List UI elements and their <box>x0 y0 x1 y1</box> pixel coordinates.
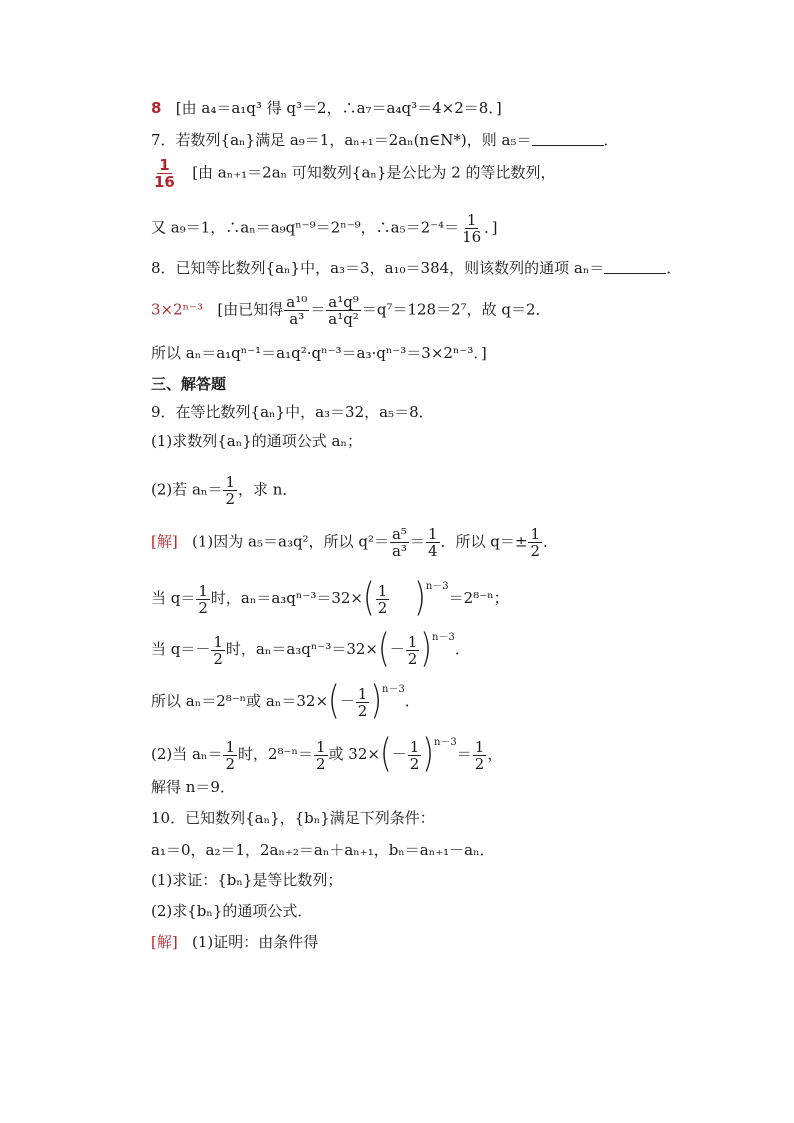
fraction-den: 2 <box>225 490 235 508</box>
solution-9-line-5 <box>151 731 503 778</box>
fraction-num: a¹⁰ <box>286 293 308 311</box>
right-paren: ) <box>420 626 432 673</box>
fraction-den: a³ <box>391 542 407 560</box>
question-7 <box>151 130 619 150</box>
question-10-part-1-text: (1)求证：{bₙ}是等比数列； <box>151 871 343 889</box>
comma: ， <box>487 745 503 763</box>
fraction <box>473 739 487 772</box>
exponent: n－3 <box>432 632 455 643</box>
answer-7-num: 1 <box>159 156 170 174</box>
fraction <box>376 583 390 616</box>
question-9 <box>151 402 434 422</box>
fraction-den: 4 <box>427 542 438 560</box>
period: ． <box>404 692 420 710</box>
question-8-text: 8．已知等比数列{aₙ}中，a₃＝3，a₁₀＝384，则该数列的通项 aₙ＝ <box>151 259 605 277</box>
left-paren: ( <box>379 731 392 778</box>
fraction-den: a¹q² <box>328 310 359 328</box>
solution-text: 时，aₙ＝a₃qⁿ⁻³＝32× <box>225 640 378 658</box>
question-9-part-2-text: (2)若 aₙ＝ <box>151 480 223 499</box>
solution-text: ．所以 q＝± <box>440 532 528 551</box>
solution-9-line-4 <box>151 678 420 725</box>
fraction-den: 2 <box>530 542 540 560</box>
fraction-den: 2 <box>225 754 235 773</box>
question-10-part-1 <box>151 870 342 890</box>
right-paren: ) <box>370 678 383 725</box>
answer-line-7 <box>151 157 556 190</box>
fraction-den: a³ <box>289 310 305 328</box>
question-9-text: 9．在等比数列{aₙ}中，a₃＝32，a₅＝8． <box>151 403 434 421</box>
fraction <box>528 526 542 559</box>
left-paren: ( <box>378 626 390 673</box>
left-paren: ( <box>328 678 340 725</box>
question-9-part-2 <box>151 474 297 507</box>
fraction-num: 1 <box>225 737 235 756</box>
question-8 <box>151 258 681 278</box>
fraction <box>408 739 422 772</box>
answer-8-line-2-text: 所以 aₙ＝a₁qⁿ⁻¹＝a₁q²·qⁿ⁻³＝a₃·qⁿ⁻³＝3×2ⁿ⁻³．] <box>151 344 487 362</box>
exponent: n－3 <box>433 737 457 748</box>
answer-8-text-2: ＝q⁷＝128＝2⁷，故 q＝2． <box>361 300 551 319</box>
minus-sign: － <box>391 745 407 763</box>
fraction <box>223 739 237 772</box>
solution-text: 解得 n＝9． <box>151 778 235 796</box>
fraction-num: 1 <box>377 581 388 600</box>
question-10-part-2-text: (2)求{bₙ}的通项公式． <box>151 902 313 920</box>
answer-8-fraction-2 <box>326 294 361 327</box>
answer-8-fraction-1 <box>284 294 309 327</box>
fraction-den: 16 <box>462 228 482 246</box>
fraction-num: a¹q⁹ <box>328 293 359 311</box>
period: ． <box>454 640 470 658</box>
fraction-num: a⁵ <box>391 525 407 543</box>
right-paren: ) <box>422 731 434 778</box>
minus-sign: － <box>339 692 355 710</box>
solution-10-line-1 <box>151 932 318 952</box>
fraction <box>406 634 420 667</box>
answer-blank-7 <box>532 131 604 146</box>
question-10-text: 10．已知数列{aₙ}，{bₙ}满足下列条件： <box>151 809 435 827</box>
question-8-end: ． <box>666 259 682 277</box>
solution-text: 当 q＝ <box>151 589 196 607</box>
exponent: n－3 <box>382 684 405 695</box>
solution-text: (2)当 aₙ＝ <box>151 745 223 763</box>
right-paren: ) <box>414 575 426 622</box>
question-9-fraction <box>223 474 237 507</box>
section-heading <box>151 374 226 394</box>
equals: ＝ <box>310 300 326 319</box>
fraction-den: 2 <box>377 598 388 617</box>
fraction-den: 2 <box>474 754 485 773</box>
solution-9-line-2 <box>151 575 509 622</box>
exponent: n－3 <box>425 581 449 592</box>
left-paren: ( <box>363 575 375 622</box>
solution-tag: [解] <box>151 933 178 951</box>
solution-text: (1)证明：由条件得 <box>192 933 319 951</box>
fraction-den: 2 <box>357 701 368 720</box>
fraction-num: 1 <box>409 737 420 756</box>
answer-line-8 <box>151 294 551 327</box>
question-10-conditions-text: a₁＝0，a₂＝1，2aₙ₊₂＝aₙ＋aₙ₊₁，bₙ＝aₙ₊₁－aₙ． <box>151 841 495 859</box>
answer-7-explanation: [由 aₙ₊₁＝2aₙ 可知数列{aₙ}是公比为 2 的等比数列， <box>192 163 556 182</box>
answer-8-text: [由已知得 <box>217 300 284 319</box>
solution-9-line-6 <box>151 777 235 797</box>
answer-8: 3×2ⁿ⁻³ <box>151 300 204 319</box>
fraction <box>211 634 225 667</box>
fraction <box>356 686 370 719</box>
fraction-num: 1 <box>407 632 418 651</box>
question-10-conditions <box>151 840 495 860</box>
solution-9-line-3 <box>151 626 470 673</box>
solution-tag: [解] <box>151 532 178 551</box>
answer-blank-8 <box>604 259 666 274</box>
answer-6-explanation: [由 a₄＝a₁q³ 得 q³＝2，∴a₇＝a₄q³＝4×2＝8．] <box>175 99 502 117</box>
question-10 <box>151 808 435 828</box>
fraction-num: 1 <box>198 581 208 600</box>
answer-7-line-2-fraction <box>460 212 483 245</box>
period: ． <box>543 532 559 551</box>
question-7-text: 7．若数列{aₙ}满足 a₉＝1，aₙ₊₁＝2aₙ(n∈N*)，则 a₅＝ <box>151 131 532 149</box>
fraction <box>390 526 409 559</box>
solution-text: ＝2⁸⁻ⁿ； <box>448 589 509 607</box>
fraction-den: 2 <box>213 649 223 668</box>
equals: ＝ <box>456 745 472 763</box>
question-7-end: ． <box>603 131 619 149</box>
minus-sign: － <box>389 640 405 658</box>
answer-line-6 <box>151 98 502 118</box>
solution-text: 当 q＝－ <box>151 640 211 658</box>
fraction-den: 2 <box>198 598 208 617</box>
answer-7-fraction <box>152 157 177 190</box>
fraction <box>196 583 210 616</box>
solution-text: 时，2⁸⁻ⁿ＝ <box>238 745 313 763</box>
fraction-num: 1 <box>474 737 485 756</box>
solution-text: 时，aₙ＝a₃qⁿ⁻³＝32× <box>210 589 363 607</box>
equals: ＝ <box>409 532 425 551</box>
answer-7-end: ．] <box>484 218 498 237</box>
answer-8-line-2 <box>151 343 487 363</box>
section-title: 三、解答题 <box>151 375 227 393</box>
answer-7-line-2-text: 又 a₉＝1，∴aₙ＝a₉qⁿ⁻⁹＝2ⁿ⁻⁹，∴a₅＝2⁻⁴＝ <box>151 218 460 237</box>
fraction <box>314 739 328 772</box>
fraction-num: 1 <box>357 684 368 703</box>
solution-text: 或 32× <box>328 745 380 763</box>
answer-6: 8 <box>151 99 162 117</box>
question-10-part-2 <box>151 901 312 921</box>
solution-text: 所以 aₙ＝2⁸⁻ⁿ或 aₙ＝32× <box>151 692 329 710</box>
fraction <box>426 526 440 559</box>
fraction-num: 1 <box>466 211 477 229</box>
answer-7-line-2 <box>151 212 498 245</box>
solution-9-line-1 <box>151 526 558 559</box>
fraction-num: 1 <box>530 525 540 543</box>
fraction-den: 2 <box>409 754 420 773</box>
question-9-part-1-text: (1)求数列{aₙ}的通项公式 aₙ； <box>151 432 362 450</box>
fraction-num: 1 <box>225 473 235 491</box>
solution-text: (1)因为 a₅＝a₃q²，所以 q²＝ <box>192 532 389 551</box>
answer-7-den: 16 <box>154 173 175 191</box>
fraction-den: 2 <box>315 754 326 773</box>
fraction-num: 1 <box>213 632 223 651</box>
fraction-num: 1 <box>427 525 438 543</box>
question-9-part-2-end: ，求 n． <box>238 480 298 499</box>
question-9-part-1 <box>151 431 362 451</box>
fraction-num: 1 <box>315 737 326 756</box>
fraction-den: 2 <box>407 649 418 668</box>
